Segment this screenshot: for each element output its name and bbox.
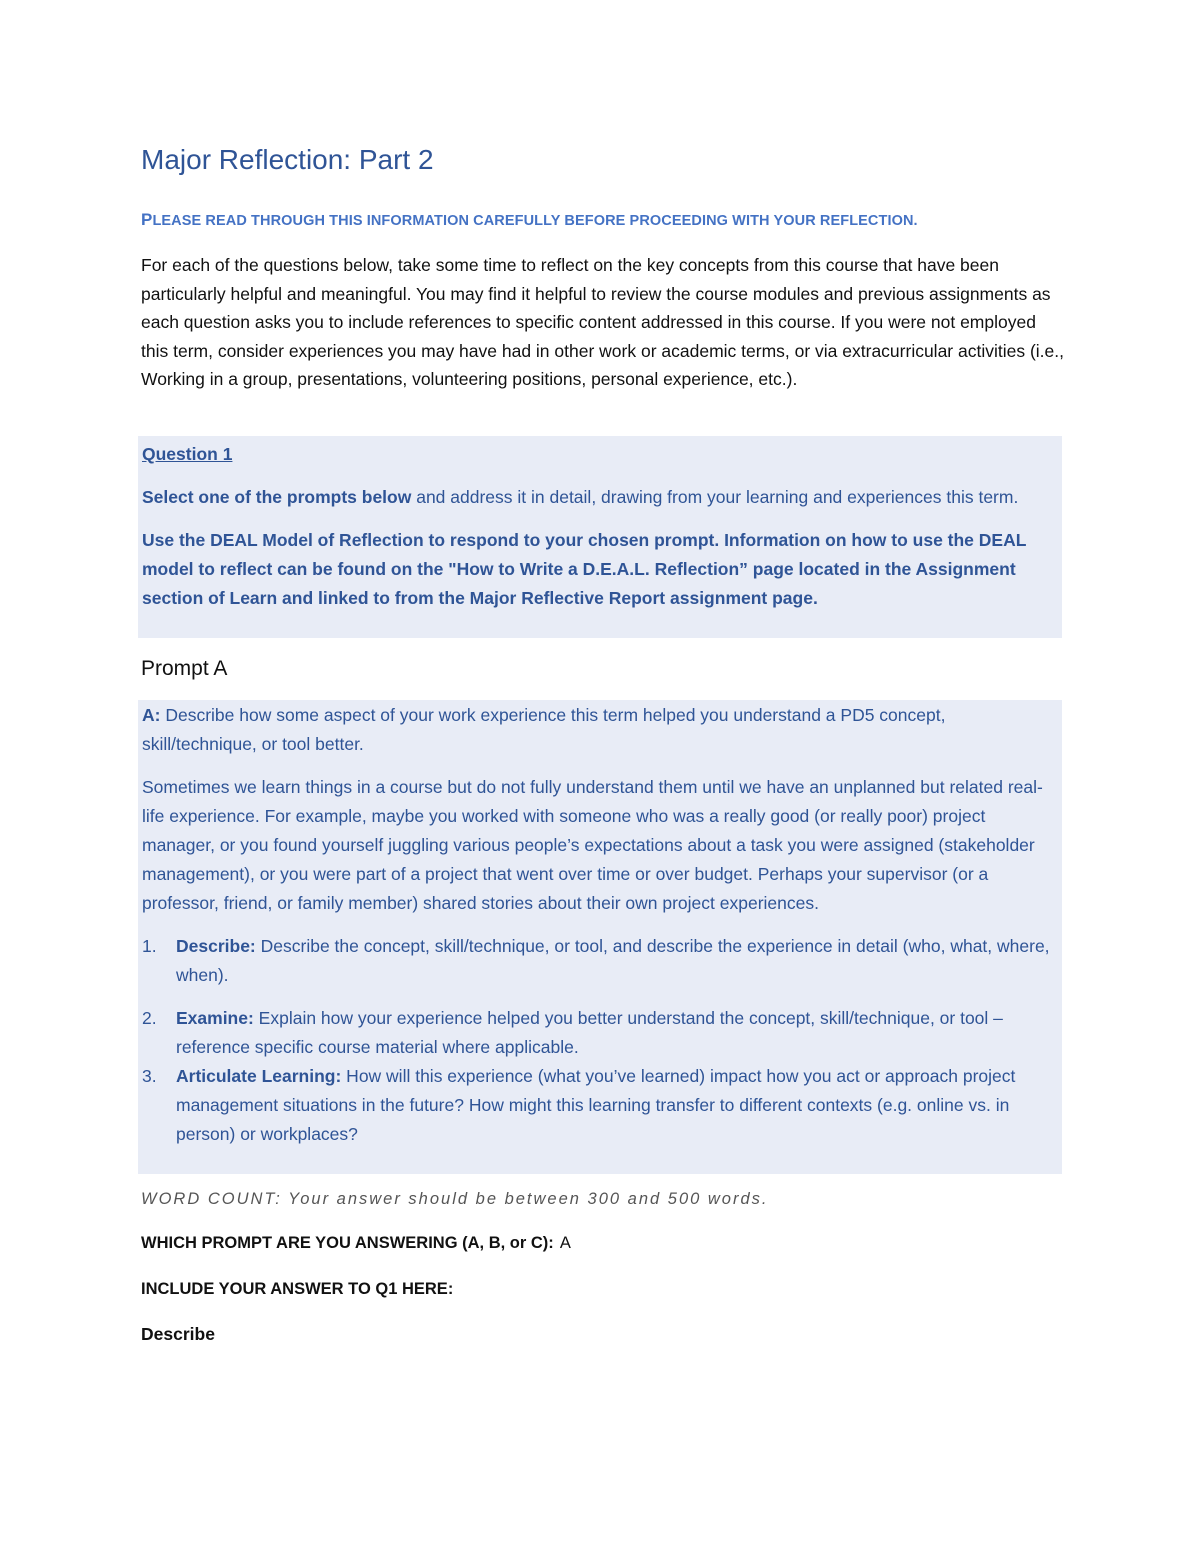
step-label: Describe: — [176, 936, 256, 956]
intro-paragraph: For each of the questions below, take some time to reflect on the key concepts from this course that have been particularly helpful and meaningful. You may find it helpful to review the course modules and previous assignments as each question asks you to include references to specific content addressed in this course. If you were not employed this term, consider experiences you may have had in other work or academic terms, or via extracurricular activities (i.e., Working in a group, presentations, volunteering positions, personal experience, etc.). — [141, 255, 1064, 389]
question-1-label: Question 1 — [142, 444, 233, 464]
step-label: Examine: — [176, 1008, 254, 1028]
step-label: Articulate Learning: — [176, 1066, 342, 1086]
deal-steps-list — [142, 932, 1058, 1149]
notice-first-letter: P — [141, 210, 153, 229]
step-text: Describe the concept, skill/technique, or tool, and describe the experience in detail (who, what, where, when). — [176, 936, 1050, 985]
list-item — [142, 932, 1058, 990]
which-prompt-label: WHICH PROMPT ARE YOU ANSWERING (A, B, or C): — [141, 1234, 554, 1252]
step-number: 3. — [142, 1066, 157, 1086]
step-text: How will this experience (what you’ve learned) impact how you act or approach project management situations in the future? How might this learning transfer to different contexts (e.g. online vs. in person) or workplaces? — [176, 1066, 1016, 1144]
deal-model-instruction: Use the DEAL Model of Reflection to respond to your chosen prompt. Information on how to use the DEAL model to reflect can be found on the "How to Write a D.E.A.L. Reflection” page located in the Assignment section of Learn and linked to from the Major Reflective Report assignment page. — [142, 530, 1027, 608]
word-count-note: WORD COUNT: Your answer should be between 300 and 500 words. — [141, 1190, 769, 1208]
notice-text: LEASE READ THROUGH THIS INFORMATION CAREFULLY BEFORE PROCEEDING WITH YOUR REFLECTION. — [152, 213, 918, 229]
question-1-instruction-bold: Select one of the prompts below — [142, 487, 412, 507]
question-1-instruction-rest: and address it in detail, drawing from your learning and experiences this term. — [411, 487, 1019, 507]
prompt-a-box — [138, 700, 1062, 1174]
prompt-a-paragraph: Sometimes we learn things in a course but do not fully understand them until we have an unplanned but related real-life experience. For example, maybe you worked with someone who was a really good (or really poor) project manager, or you found yourself juggling various people’s expectations about a task you were assigned (stakeholder management), or you were part of a project that went over time or over budget. Perhaps your supervisor (or a professor, friend, or family member) shared stories about their own project experiences. — [142, 777, 1043, 913]
include-answer-label: INCLUDE YOUR ANSWER TO Q1 HERE: — [141, 1280, 454, 1298]
which-prompt-line — [141, 1234, 571, 1253]
prompt-a-intro — [142, 701, 1058, 759]
step-number: 1. — [142, 936, 157, 956]
step-text: Explain how your experience helped you better understand the concept, skill/technique, or tool – reference specific course material where applicable. — [176, 1008, 1003, 1057]
list-item — [142, 1004, 1058, 1062]
prompt-a-intro-label: A: — [142, 705, 161, 725]
prompt-a-heading: Prompt A — [141, 657, 228, 680]
question-1-box — [138, 436, 1062, 638]
prompt-a-intro-text: Describe how some aspect of your work experience this term helped you understand a PD5 concept, skill/technique, or tool better. — [142, 705, 946, 754]
step-number: 2. — [142, 1008, 157, 1028]
which-prompt-answer[interactable]: A — [559, 1234, 571, 1252]
page-title: Major Reflection: Part 2 — [141, 144, 434, 175]
question-1-instruction — [142, 483, 1058, 512]
instruction-notice — [141, 210, 918, 230]
describe-heading: Describe — [141, 1324, 215, 1344]
list-item — [142, 1062, 1058, 1149]
